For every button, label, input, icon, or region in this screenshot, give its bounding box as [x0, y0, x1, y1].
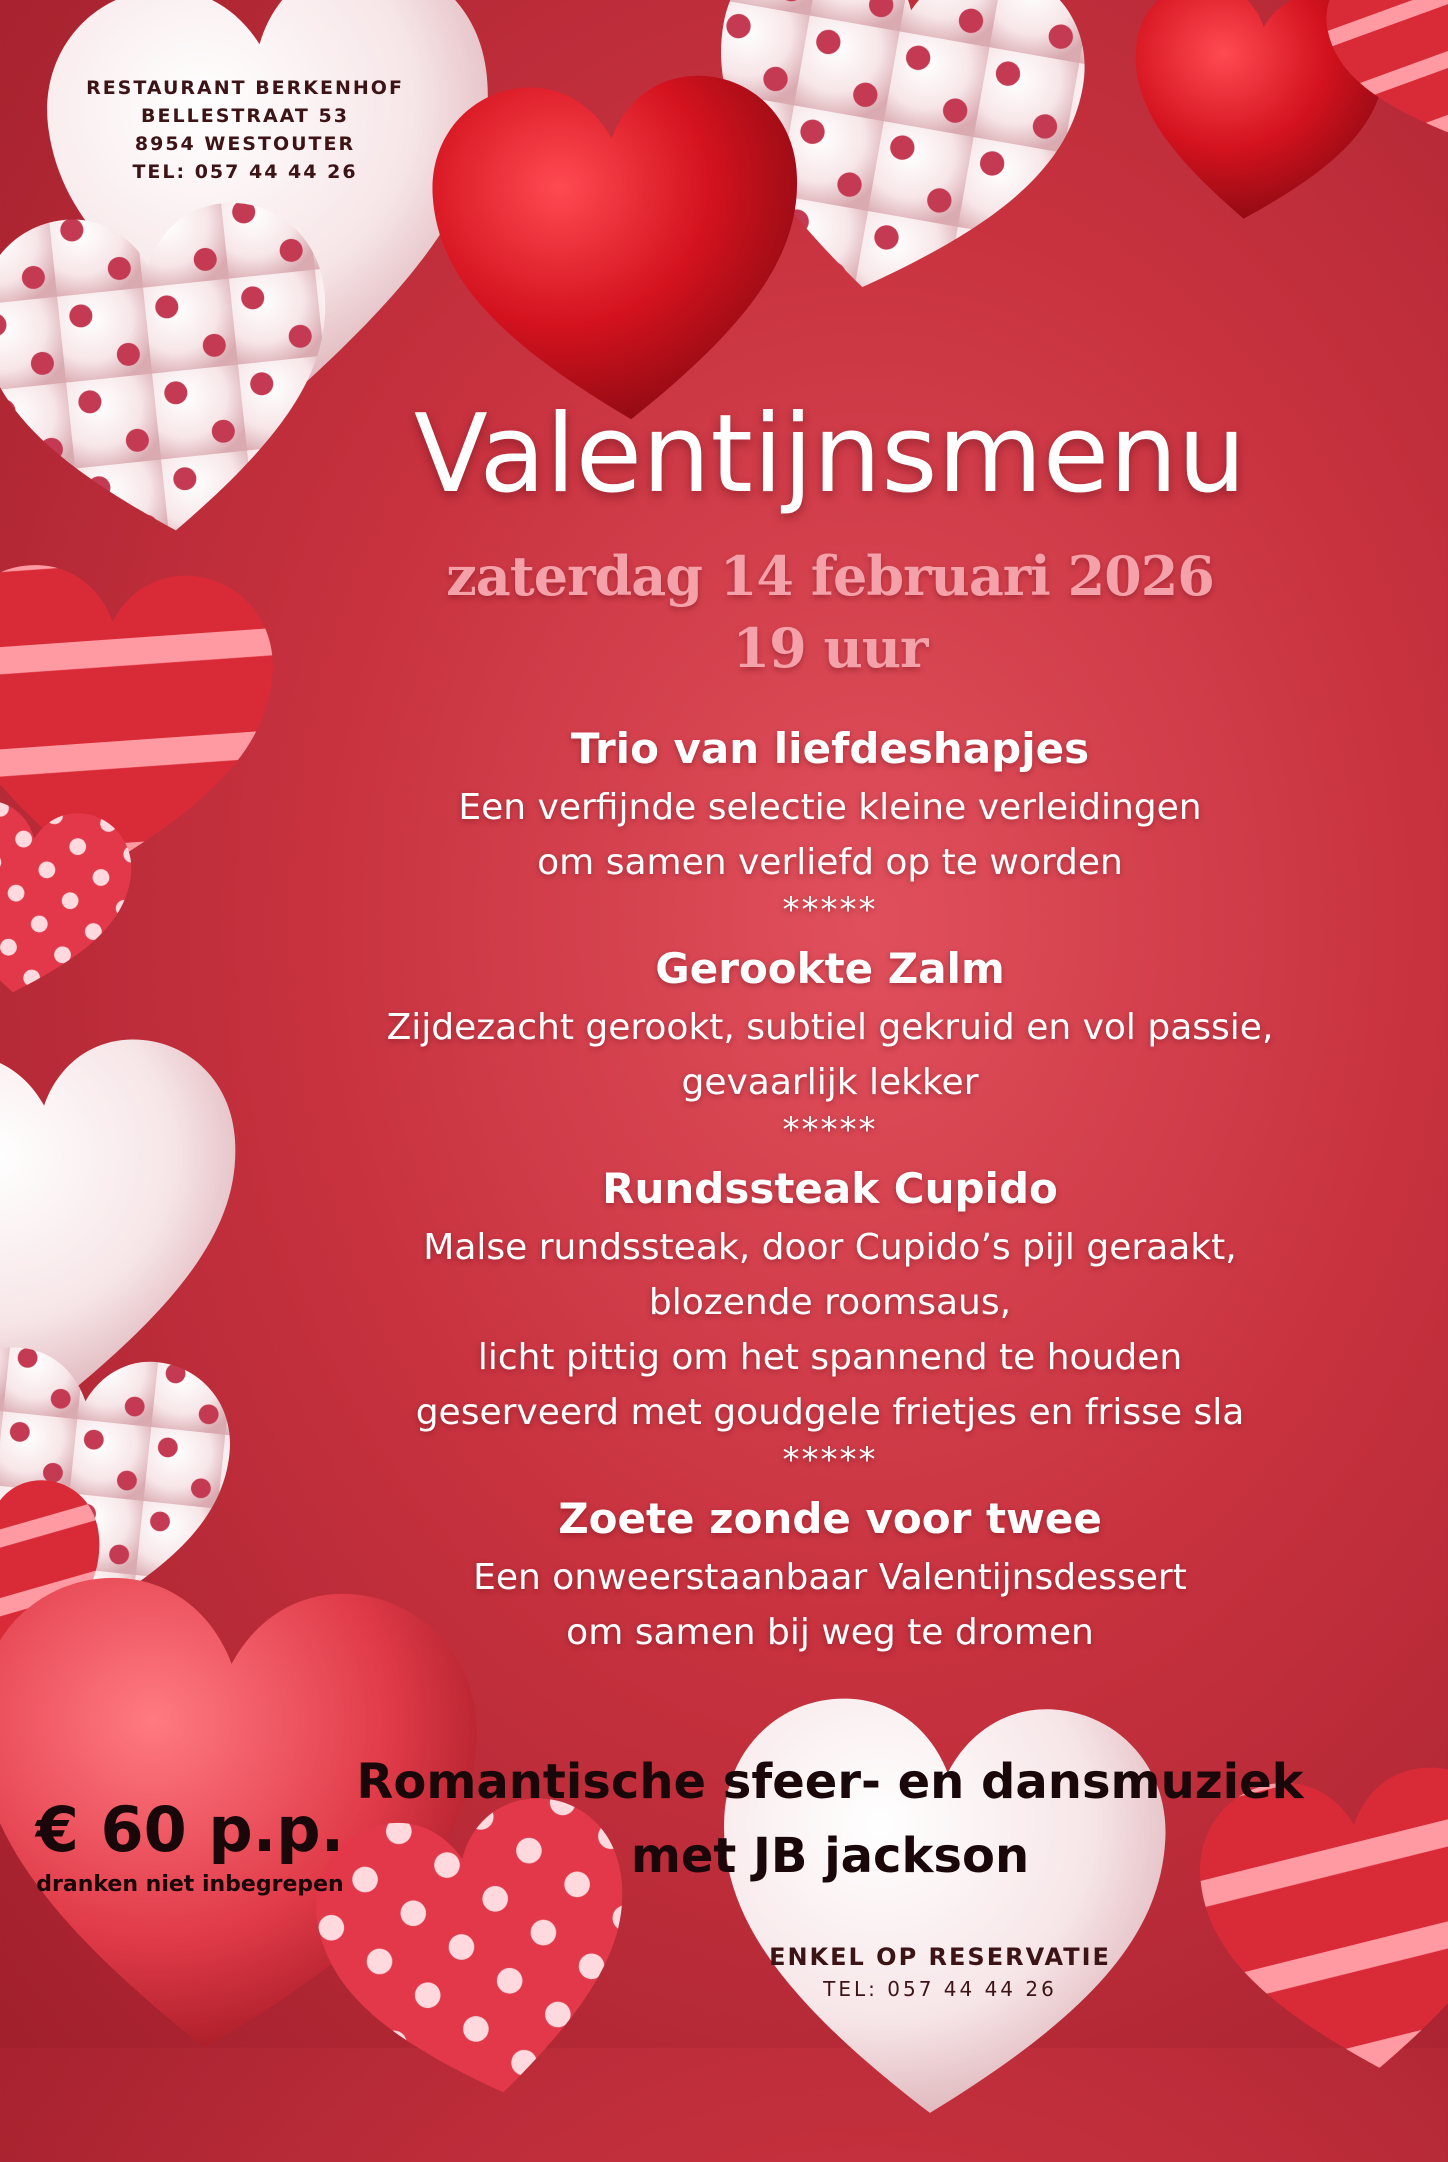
course-name: Gerookte Zalm: [655, 944, 1005, 993]
event-date: [350, 540, 1310, 684]
course-description: Malse rundssteak, door Cupido’s pijl geraakt,: [423, 1227, 1237, 1268]
course-starter: [320, 718, 1340, 890]
reservation-tel: TEL: 057 44 44 26: [823, 1977, 1057, 2001]
course-description: Een onweerstaanbaar Valentijnsdessert: [473, 1557, 1187, 1598]
menu-courses: [320, 718, 1340, 1660]
course-name: Rundssteak Cupido: [602, 1164, 1058, 1213]
restaurant-name: RESTAURANT BERKENHOF: [86, 77, 404, 99]
restaurant-street: BELLESTRAAT 53: [141, 105, 349, 127]
course-description: gevaarlijk lekker: [681, 1062, 979, 1103]
restaurant-address: [60, 74, 430, 186]
reservation-title: ENKEL OP RESERVATIE: [769, 1943, 1111, 1971]
course-description: om samen verliefd op te worden: [537, 842, 1123, 883]
course-name: Zoete zonde voor twee: [558, 1494, 1102, 1543]
course-separator: *****: [782, 1110, 878, 1150]
music-artist-line: met JB jackson: [630, 1828, 1030, 1884]
price-block: [20, 1790, 360, 1900]
course-separator: *****: [782, 890, 878, 930]
price-amount: € 60 p.p.: [35, 1793, 345, 1866]
course-description: licht pittig om het spannend te houden: [477, 1337, 1183, 1378]
course-fish: [320, 938, 1340, 1110]
music-line: Romantische sfeer- en dansmuziek: [356, 1754, 1304, 1810]
course-description: Zijdezacht gerookt, subtiel gekruid en vol passie,: [386, 1007, 1274, 1048]
course-main: [320, 1158, 1340, 1440]
page-title: Valentijnsmenu: [413, 392, 1247, 517]
restaurant-city: 8954 WESTOUTER: [134, 133, 356, 155]
event-date-line: zaterdag 14 februari 2026: [446, 544, 1214, 608]
course-dessert: [320, 1488, 1340, 1660]
music-announcement: [330, 1745, 1330, 1893]
course-name: Trio van liefdeshapjes: [570, 724, 1090, 773]
restaurant-tel: TEL: 057 44 44 26: [132, 161, 358, 183]
event-time-line: 19 uur: [732, 616, 928, 680]
course-description: geserveerd met goudgele frietjes en frisse sla: [415, 1392, 1245, 1433]
course-description: om samen bij weg te dromen: [566, 1612, 1094, 1653]
course-description: blozende roomsaus,: [648, 1282, 1012, 1323]
reservation-block: [720, 1940, 1160, 2004]
price-note: dranken niet inbegrepen: [36, 1872, 344, 1897]
course-description: Een verfijnde selectie kleine verleidingen: [458, 787, 1202, 828]
course-separator: *****: [782, 1440, 878, 1480]
